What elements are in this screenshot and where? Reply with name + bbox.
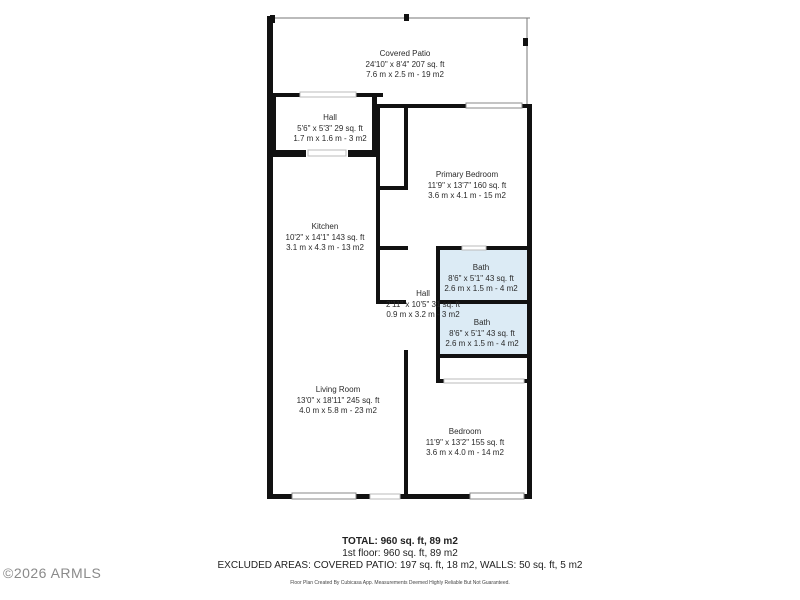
room-label-covered-patio [365, 49, 444, 80]
room-name: Bath [472, 263, 490, 272]
room-imperial: 13'0" x 18'11" 245 sq. ft [296, 396, 380, 405]
room-metric: 3.1 m x 4.3 m - 13 m2 [286, 243, 364, 252]
floor-area: 1st floor: 960 sq. ft, 89 m2 [342, 548, 458, 559]
room-imperial: 24'10" x 8'4" 207 sq. ft [365, 60, 445, 69]
room-name: Hall [323, 113, 337, 122]
room-label-hall-top [293, 113, 366, 144]
room-metric: 7.6 m x 2.5 m - 19 m2 [366, 70, 444, 79]
room-imperial: 11'9" x 13'2" 155 sq. ft [425, 438, 505, 447]
room-name: Hall [416, 289, 430, 298]
room-name: Kitchen [311, 222, 339, 231]
room-label-primary-bedroom [428, 170, 506, 201]
room-imperial: 8'6" x 5'1" 43 sq. ft [449, 329, 515, 338]
watermark-text: 2026 ARMLS [13, 565, 102, 581]
room-imperial: 8'6" x 5'1" 43 sq. ft [448, 274, 514, 283]
room-imperial: 11'9" x 13'7" 160 sq. ft [427, 181, 507, 190]
room-label-bedroom [426, 427, 504, 458]
room-name: Covered Patio [379, 49, 431, 58]
total-area: TOTAL: 960 sq. ft, 89 m2 [342, 536, 458, 547]
room-label-living-room [297, 385, 380, 416]
excluded-areas: EXCLUDED AREAS: COVERED PATIO: 197 sq. ft, 18 m2, WALLS: 50 sq. ft, 5 m2 [217, 560, 583, 571]
room-imperial: 2'11" x 10'5" 31 sq. ft [386, 300, 460, 309]
room-name: Living Room [315, 385, 361, 394]
copyright-icon: © [3, 565, 14, 581]
room-imperial: 10'2" x 14'1" 143 sq. ft [285, 233, 365, 242]
room-label-bath-2 [445, 318, 518, 349]
watermark [3, 565, 101, 581]
disclaimer: Floor Plan Created By Cubicasa App. Measurements Deemed Highly Reliable But Not Guaranteed. [290, 580, 510, 586]
room-name: Bath [473, 318, 491, 327]
room-metric: 2.6 m x 1.5 m - 4 m2 [444, 284, 518, 293]
room-metric: 4.0 m x 5.8 m - 23 m2 [299, 406, 377, 415]
room-label-kitchen [285, 222, 364, 253]
room-metric: 3.6 m x 4.1 m - 15 m2 [428, 191, 506, 200]
room-label-hall-middle [386, 289, 460, 320]
room-metric: 3.6 m x 4.0 m - 14 m2 [426, 448, 504, 457]
area-summary [0, 536, 800, 572]
room-metric: 1.7 m x 1.6 m - 3 m2 [293, 134, 367, 143]
room-metric: 2.6 m x 1.5 m - 4 m2 [445, 339, 519, 348]
room-name: Primary Bedroom [435, 170, 499, 179]
room-name: Bedroom [448, 427, 482, 436]
room-imperial: 5'6" x 5'3" 29 sq. ft [297, 124, 363, 133]
room-metric: 0.9 m x 3.2 m - 3 m2 [386, 310, 460, 319]
